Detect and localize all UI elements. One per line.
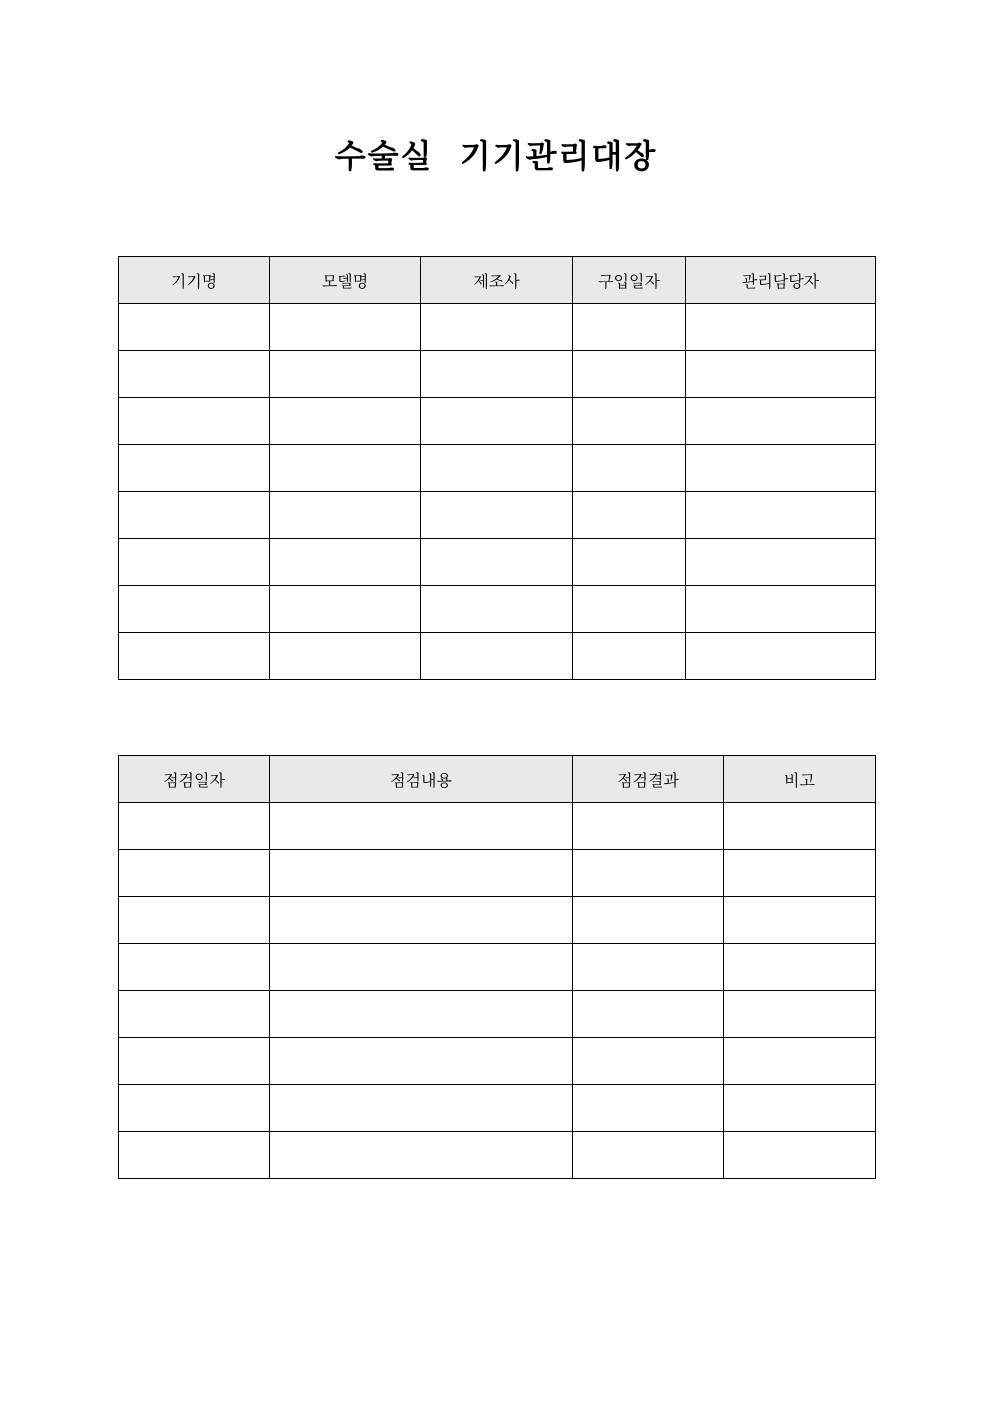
table-cell[interactable] [119, 304, 270, 351]
table-cell[interactable] [270, 1038, 573, 1085]
table-cell[interactable] [270, 304, 421, 351]
inspection-table-row [119, 1038, 876, 1085]
table-cell[interactable] [119, 445, 270, 492]
table-cell[interactable] [573, 1132, 724, 1179]
header-inspection-content: 점검내용 [270, 756, 573, 803]
equipment-table-row [119, 351, 876, 398]
table-cell[interactable] [724, 1038, 876, 1085]
header-manufacturer: 제조사 [421, 257, 573, 304]
table-cell[interactable] [573, 539, 686, 586]
table-cell[interactable] [724, 1085, 876, 1132]
table-cell[interactable] [270, 1085, 573, 1132]
table-cell[interactable] [119, 398, 270, 445]
table-cell[interactable] [686, 351, 876, 398]
inspection-table-body [119, 803, 876, 1179]
table-cell[interactable] [573, 991, 724, 1038]
table-cell[interactable] [119, 633, 270, 680]
table-cell[interactable] [119, 539, 270, 586]
table-cell[interactable] [270, 445, 421, 492]
table-cell[interactable] [270, 586, 421, 633]
table-cell[interactable] [270, 398, 421, 445]
inspection-table-row [119, 1085, 876, 1132]
table-cell[interactable] [119, 351, 270, 398]
table-cell[interactable] [573, 492, 686, 539]
inspection-table-row [119, 897, 876, 944]
table-cell[interactable] [119, 803, 270, 850]
table-cell[interactable] [270, 897, 573, 944]
header-manager: 관리담당자 [686, 257, 876, 304]
table-cell[interactable] [119, 1132, 270, 1179]
table-cell[interactable] [421, 633, 573, 680]
table-cell[interactable] [270, 539, 421, 586]
table-cell[interactable] [421, 539, 573, 586]
inspection-table-row [119, 803, 876, 850]
table-cell[interactable] [270, 991, 573, 1038]
table-cell[interactable] [270, 850, 573, 897]
equipment-table-row [119, 445, 876, 492]
equipment-table-row [119, 304, 876, 351]
inspection-table-row [119, 850, 876, 897]
table-cell[interactable] [119, 944, 270, 991]
table-cell[interactable] [421, 445, 573, 492]
equipment-table-row [119, 492, 876, 539]
table-cell[interactable] [573, 944, 724, 991]
table-cell[interactable] [573, 897, 724, 944]
table-cell[interactable] [724, 991, 876, 1038]
table-cell[interactable] [573, 803, 724, 850]
table-cell[interactable] [573, 850, 724, 897]
table-cell[interactable] [686, 304, 876, 351]
inspection-table [118, 755, 876, 1179]
table-cell[interactable] [270, 803, 573, 850]
table-cell[interactable] [270, 633, 421, 680]
equipment-table [118, 256, 876, 680]
table-cell[interactable] [686, 445, 876, 492]
table-cell[interactable] [686, 633, 876, 680]
table-cell[interactable] [573, 304, 686, 351]
table-cell[interactable] [421, 304, 573, 351]
table-cell[interactable] [573, 1085, 724, 1132]
equipment-table-row [119, 539, 876, 586]
table-cell[interactable] [686, 586, 876, 633]
table-cell[interactable] [421, 351, 573, 398]
table-cell[interactable] [119, 1038, 270, 1085]
table-cell[interactable] [573, 398, 686, 445]
table-cell[interactable] [724, 897, 876, 944]
header-model-name: 모델명 [270, 257, 421, 304]
table-cell[interactable] [724, 850, 876, 897]
table-cell[interactable] [573, 1038, 724, 1085]
table-cell[interactable] [119, 991, 270, 1038]
table-cell[interactable] [724, 1132, 876, 1179]
equipment-table-row [119, 586, 876, 633]
header-equipment-name: 기기명 [119, 257, 270, 304]
table-cell[interactable] [686, 398, 876, 445]
table-cell[interactable] [724, 803, 876, 850]
table-cell[interactable] [119, 1085, 270, 1132]
inspection-table-row [119, 944, 876, 991]
table-cell[interactable] [573, 633, 686, 680]
page-title: 수술실 기기관리대장 [334, 137, 658, 175]
table-cell[interactable] [421, 492, 573, 539]
inspection-header-row [119, 756, 876, 803]
table-cell[interactable] [270, 944, 573, 991]
table-cell[interactable] [119, 897, 270, 944]
header-inspection-result: 점검결과 [573, 756, 724, 803]
table-cell[interactable] [724, 944, 876, 991]
inspection-table-row [119, 991, 876, 1038]
inspection-table-row [119, 1132, 876, 1179]
equipment-table-body [119, 304, 876, 680]
header-inspection-date: 점검일자 [119, 756, 270, 803]
table-cell[interactable] [270, 1132, 573, 1179]
table-cell[interactable] [573, 445, 686, 492]
equipment-table-row [119, 398, 876, 445]
table-cell[interactable] [421, 398, 573, 445]
equipment-header-row [119, 257, 876, 304]
header-purchase-date: 구입일자 [573, 257, 686, 304]
table-cell[interactable] [119, 850, 270, 897]
table-cell[interactable] [573, 351, 686, 398]
table-cell[interactable] [270, 351, 421, 398]
equipment-table-row [119, 633, 876, 680]
table-cell[interactable] [573, 586, 686, 633]
header-remarks: 비고 [724, 756, 876, 803]
table-cell[interactable] [119, 586, 270, 633]
table-cell[interactable] [421, 586, 573, 633]
table-cell[interactable] [686, 492, 876, 539]
table-cell[interactable] [270, 492, 421, 539]
table-cell[interactable] [119, 492, 270, 539]
table-cell[interactable] [686, 539, 876, 586]
